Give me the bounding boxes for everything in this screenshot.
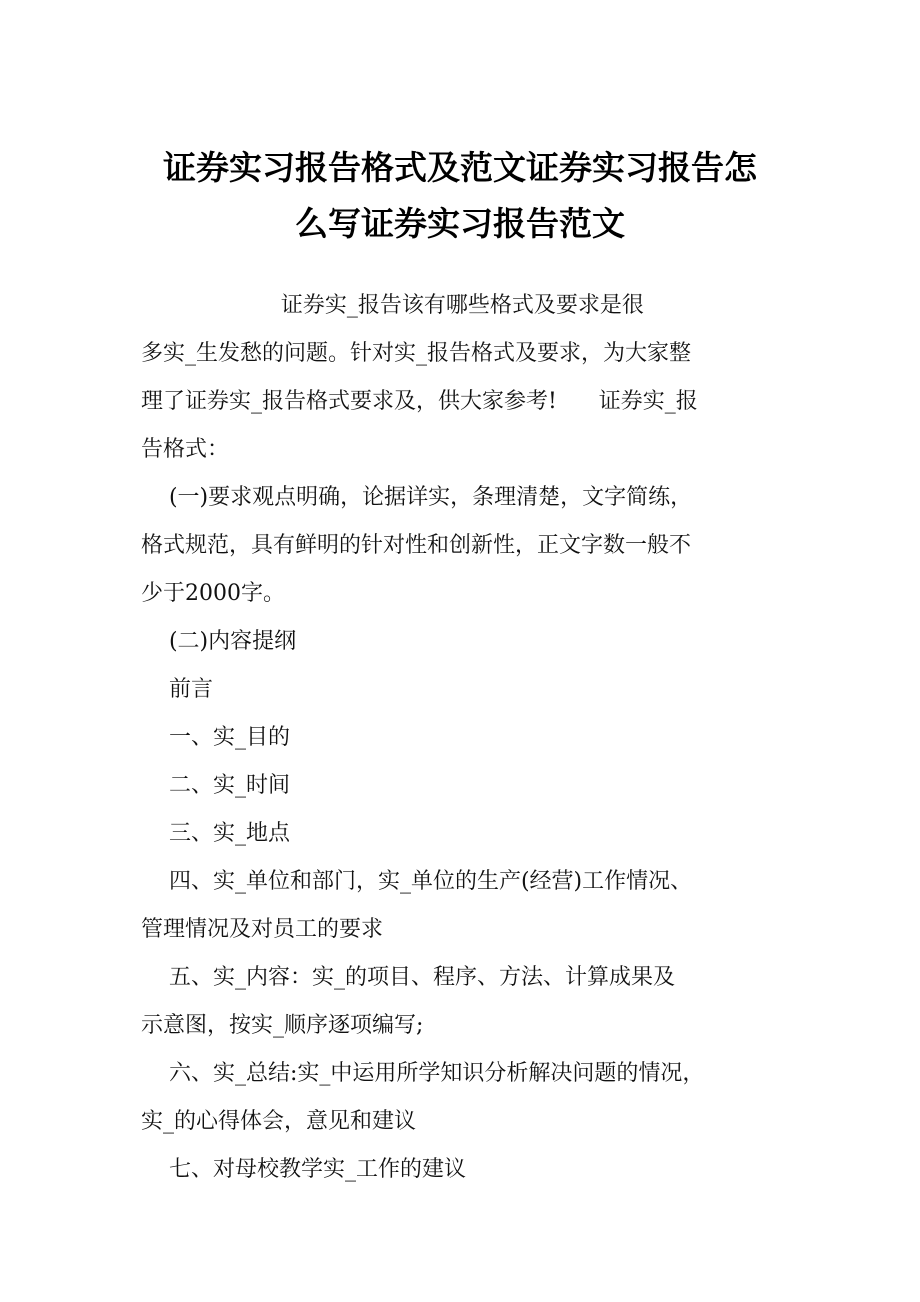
body-line-13: 四、实_单位和部门，实_单位的生产(经营)工作情况、 [141, 869, 693, 894]
body-line-1: 证券实_报告该有哪些格式及要求是很 [141, 293, 644, 318]
body-line-18: 实_的心得体会，意见和建议 [141, 1109, 417, 1134]
body-line-10: 一、实_目的 [141, 725, 290, 750]
body-line-6: 格式规范，具有鲜明的针对性和创新性，正文字数一般不 [141, 533, 692, 558]
document-title [100, 140, 820, 252]
title-line-2: 么写证券实习报告范文 [295, 204, 625, 243]
body-line-16: 示意图，按实_顺序逐项编写; [141, 1013, 424, 1038]
body-line-17: 六、实_总结:实_中运用所学知识分析解决问题的情况， [141, 1061, 705, 1086]
title-line-1: 证券实习报告格式及范文证券实习报告怎 [163, 148, 757, 187]
body-line-5: (一)要求观点明确，论据详实，条理清楚，文字简练， [141, 485, 693, 510]
document-body [141, 282, 781, 1194]
body-line-9: 前言 [141, 677, 213, 702]
body-line-12: 三、实_地点 [141, 821, 290, 846]
body-line-19: 七、对母校教学实_工作的建议 [141, 1157, 466, 1182]
body-line-11: 二、实_时间 [141, 773, 290, 798]
body-line-8: (二)内容提纲 [141, 629, 297, 654]
body-line-3: 理了证券实_报告格式要求及，供大家参考! 证券实_报 [141, 389, 698, 414]
body-line-15: 五、实_内容：实_的项目、程序、方法、计算成果及 [141, 965, 675, 990]
body-line-4: 告格式： [141, 437, 230, 462]
body-line-7: 少于2000字。 [141, 581, 285, 606]
body-line-2: 多实_生发愁的问题。针对实_报告格式及要求，为大家整 [141, 341, 692, 366]
body-line-14: 管理情况及对员工的要求 [141, 917, 384, 942]
